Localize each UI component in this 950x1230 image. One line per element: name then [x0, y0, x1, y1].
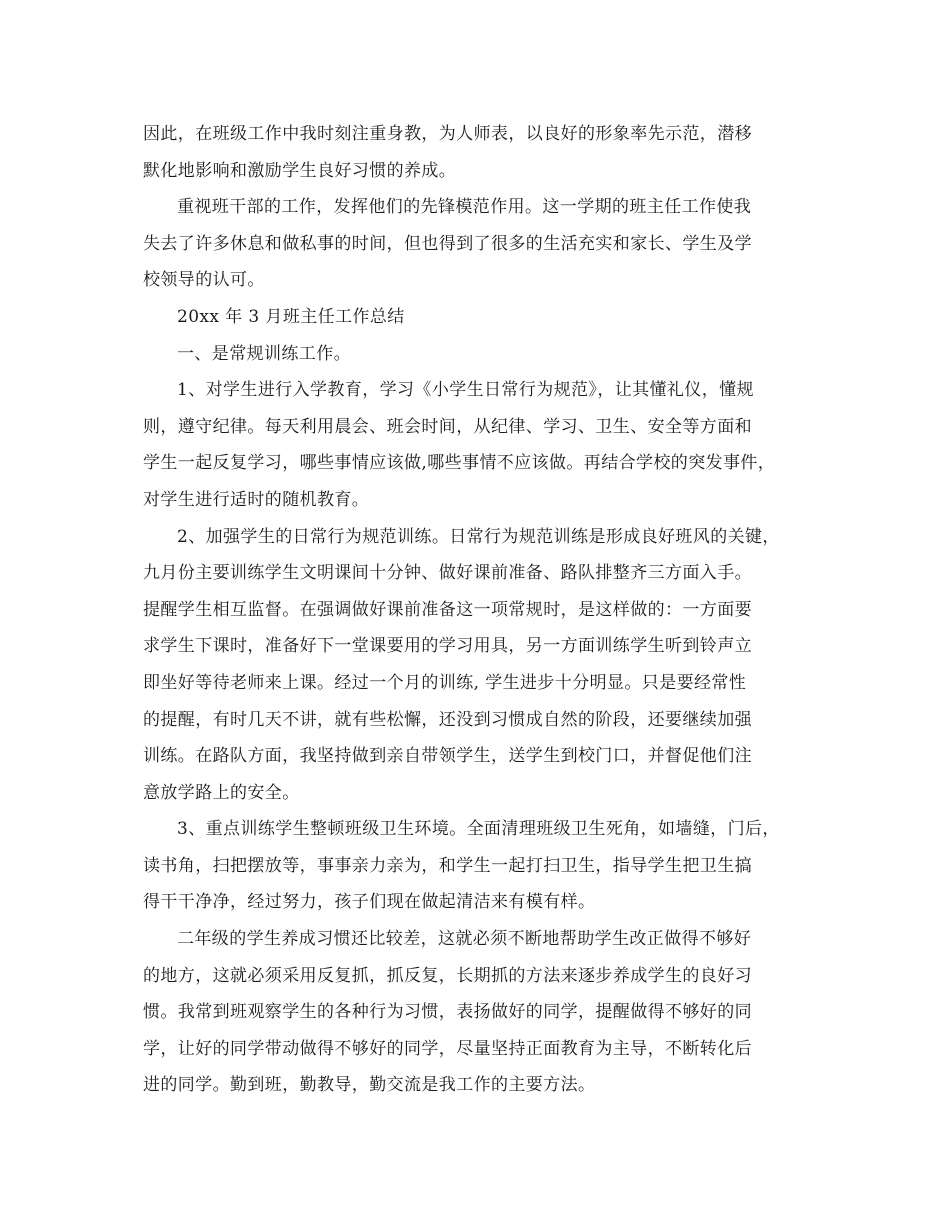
text-line: 意放学路上的安全。 — [143, 782, 300, 803]
text-line: 读书角，扫把摆放等，事事亲力亲为，和学生一起打扫卫生，指导学生把卫生搞 — [143, 855, 752, 876]
text-line: 的提醒，有时几天不讲，就有些松懈，还没到习惯成自然的阶段，还要继续加强 — [143, 709, 752, 730]
text-line: 1、对学生进行入学教育，学习《小学生日常行为规范》，让其懂礼仪，懂规 — [177, 380, 754, 401]
text-line: 学，让好的同学带动做得不够好的同学，尽量坚持正面教育为主导，不断转化后 — [143, 1038, 752, 1059]
text-line: 20xx 年 3 月班主任工作总结 — [177, 306, 405, 327]
text-line: 进的同学。勤到班，勤教导，勤交流是我工作的主要方法。 — [143, 1075, 596, 1096]
text-line: 对学生进行适时的随机教育。 — [143, 489, 370, 510]
text-line: 训练。在路队方面，我坚持做到亲自带领学生，送学生到校门口，并督促他们注 — [143, 746, 752, 767]
text-line: 的地方，这就必须采用反复抓，抓反复，长期抓的方法来逐步养成学生的良好习 — [143, 965, 752, 986]
text-line: 因此，在班级工作中我时刻注重身教，为人师表，以良好的形象率先示范，潜移 — [143, 124, 752, 144]
text-line: 提醒学生相互监督。在强调做好课前准备这一项常规时，是这样做的：一方面要 — [143, 599, 752, 620]
text-line: 二年级的学生养成习惯还比较差，这就必须不断地帮助学生改正做得不够好 — [177, 929, 752, 950]
text-line: 默化地影响和激励学生良好习惯的养成。 — [143, 160, 457, 181]
text-line: 学生一起反复学习，哪些事情应该做,哪些事情不应该做。再结合学校的突发事件， — [143, 453, 776, 474]
text-line: 2、加强学生的日常行为规范训练。日常行为规范训练是形成良好班风的关键， — [177, 526, 780, 547]
text-line: 得干干净净，经过努力，孩子们现在做起清洁来有模有样。 — [143, 892, 596, 913]
text-line: 求学生下课时，准备好下一堂课要用的学习用具，另一方面训练学生听到铃声立 — [143, 636, 752, 657]
document-body — [143, 116, 815, 1104]
text-line: 校领导的认可。 — [143, 270, 265, 291]
text-line: 九月份主要训练学生文明课间十分钟、做好课前准备、路队排整齐三方面入手。 — [143, 563, 752, 584]
text-line: 重视班干部的工作，发挥他们的先锋模范作用。这一学期的班主任工作使我 — [177, 197, 752, 218]
text-line: 惯。我常到班观察学生的各种行为习惯，表扬做好的同学，提醒做得不够好的同 — [143, 1002, 752, 1023]
text-line: 一、是常规训练工作。 — [177, 343, 351, 364]
text-line: 即坐好等待老师来上课。经过一个月的训练, 学生进步十分明显。只是要经常性 — [143, 672, 747, 693]
text-line: 失去了许多休息和做私事的时间，但也得到了很多的生活充实和家长、学生及学 — [143, 233, 752, 254]
text-line: 则，遵守纪律。每天利用晨会、班会时间，从纪律、学习、卫生、安全等方面和 — [143, 416, 752, 437]
text-line: 3、重点训练学生整顿班级卫生环境。全面清理班级卫生死角，如墙缝，门后， — [177, 819, 780, 840]
